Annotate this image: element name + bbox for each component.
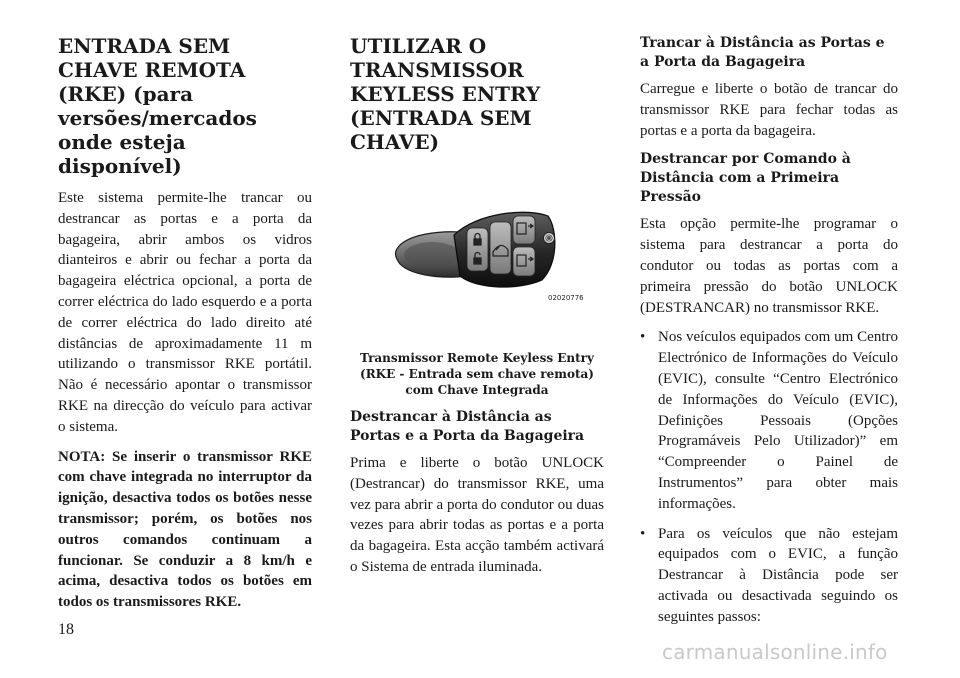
list-item-text: Para os veículos que não estejam equipados com o EVIC, a função Destrancar à Distância pode ser activada ou desactivada seguindo os seguintes passos: [658,525,898,625]
key-fob-figure [350,164,604,350]
subheading-first-press: Destrancar por Comando à Distância com a Primeira Pressão [640,151,851,206]
figure-caption: Transmissor Remote Keyless Entry (RKE - Entrada sem chave remota) com Chave Integrada [360,351,594,397]
left-column [58,34,312,613]
list-item [640,327,898,514]
rke-note: NOTA: Se inserir o transmissor RKE com chave integrada no interruptor da ignição, desactiva todos os botões nesse transmissor; porém, os botões nos outros comandos continuam a funcionar. Se conduzir a 8 km/h e acima, desactiva todos os botões em todos os transmissores RKE. [58,448,312,611]
right-column [640,34,898,637]
left-sliding-door-button[interactable] [513,216,535,244]
subheading-remote-unlock: Destrancar à Distância as Portas e a Porta da Bagageira [350,409,585,444]
subheading-remote-lock: Trancar à Distância as Portas e a Porta da Bagageira [640,35,885,70]
list-item-text: Nos veículos equipados com um Centro Electrónico de Informações do Veículo (EVIC), consulte “Centro Electrónico de Informações do Veículo (EVIC), Definições Pessoais (Opções Programáveis Pelo Utilizador)” em “Compreender o Painel de Instrumentos” para obter mais informações. [658,329,898,512]
middle-column [350,34,604,587]
rke-description: Este sistema permite-lhe trancar ou destrancar as portas e a porta da bagageira, abrir ambos os vidros dianteiros e abrir ou fechar a porta da bagageira eléctrica opcional, a porta de correr eléctrica do lado esquerdo e a porta de correr eléctrica do lado direito até distâncias de aproximadamente 11 m utilizando o transmissor RKE portátil. Não é necessário apontar o transmissor RKE na direcção do veículo para activar o sistema. [58,190,312,435]
right-sliding-door-button[interactable] [513,247,535,276]
watermark: carmanualsonline.info [662,640,888,664]
page-number: 18 [58,621,74,638]
first-press-text: Esta opção permite-lhe programar o sistema para destrancar a porta do condutor ou todas as portas com a primeira pressão do botão UNLOCK (DESTRANCAR) no transmissor RKE. [640,216,898,316]
bullet-list [640,327,898,627]
list-item [640,524,898,628]
key-fob-illustration [350,164,604,350]
bullet-marker: • [640,329,646,346]
section-heading-transmitter: UTILIZAR O TRANSMISSOR KEYLESS ENTRY (ENTRADA SEM CHAVE) [350,34,541,154]
liftgate-button[interactable] [490,222,511,274]
remote-lock-text: Carregue e liberte o botão de trancar do transmissor RKE para fechar todas as portas e a porta da bagageira. [640,81,898,139]
section-heading-rke: ENTRADA SEM CHAVE REMOTA (RKE) (para versões/mercados onde esteja disponível) [58,34,257,178]
remote-unlock-text: Prima e liberte o botão UNLOCK (Destrancar) do transmissor RKE, uma vez para abrir a porta do condutor ou duas vezes para abrir todas as portas e a porta da bagageira. Esta acção também activará o Sistema de entrada iluminada. [350,455,604,575]
bullet-marker: • [640,525,646,542]
figure-code: 02020776 [548,294,584,302]
